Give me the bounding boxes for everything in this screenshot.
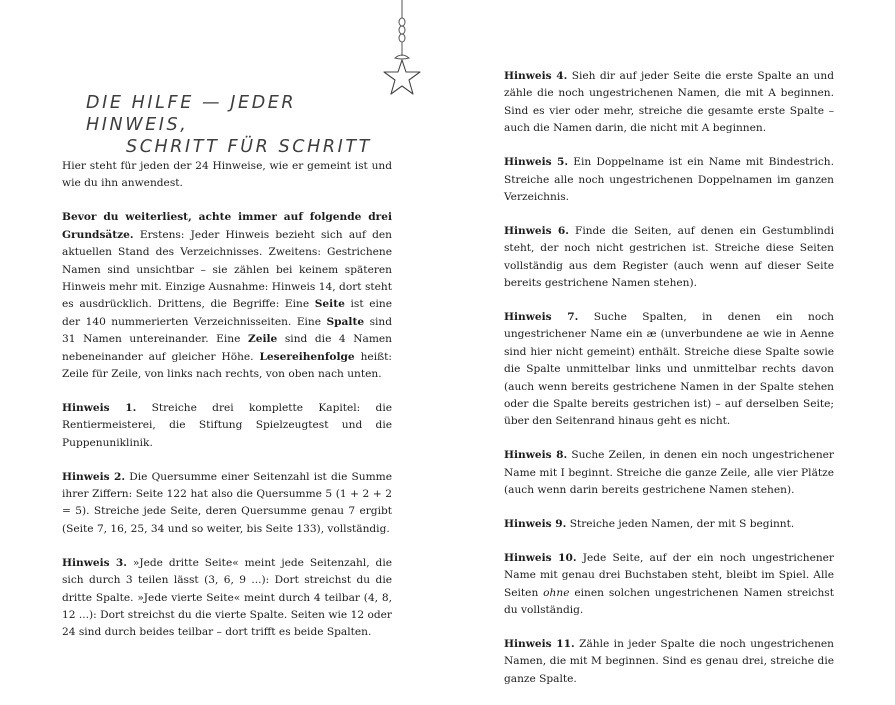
hint-5 bbox=[504, 154, 834, 206]
hint-text: Ein Doppelname ist ein Name mit Bindestrich. Streiche alle noch ungestrichenen Doppelnamen im ganzen Verzeichnis. bbox=[504, 156, 834, 203]
hint-label: Hinweis 7. bbox=[504, 310, 579, 323]
heading-line-1: DIE HILFE — JEDER HINWEIS, bbox=[86, 93, 297, 135]
hint-label: Hinweis 9. bbox=[504, 518, 567, 531]
hint-label: Hinweis 6. bbox=[504, 224, 569, 237]
rules-lead: Bevor du weiterliest, achte immer auf folgende drei Grundsätze. bbox=[62, 211, 392, 241]
hint-label: Hinweis 1. bbox=[62, 401, 137, 414]
hint-3 bbox=[62, 555, 392, 642]
hint-7 bbox=[504, 309, 834, 431]
intro-paragraph: Hier steht für jeden der 24 Hinweise, wie er gemeint ist und wie du ihn anwendest. bbox=[62, 160, 392, 190]
page-heading bbox=[86, 92, 386, 158]
rules-text: ist eine der 140 nummerierten Verzeichnisseiten. Eine bbox=[62, 298, 392, 328]
hint-text: Die Quersumme einer Seitenzahl ist die Summe ihrer Ziffern: Seite 122 hat also die Quersumme 5 (1 + 2 + 2 = 5). Streiche jede Seite, deren Quersumme genau 7 ergibt (Seite 7, 16, 25, 34 und so weiter, bis Seite 133), vollständig. bbox=[62, 470, 392, 535]
hint-label: Hinweis 3. bbox=[62, 556, 127, 569]
left-page bbox=[0, 0, 447, 648]
rules-text: sind 31 Namen untereinander. Eine bbox=[62, 315, 392, 346]
right-column bbox=[504, 68, 834, 705]
hint-label: Hinweis 11. bbox=[504, 638, 575, 651]
hint-1 bbox=[62, 400, 392, 452]
hint-label: Hinweis 10. bbox=[504, 551, 577, 564]
hint-text: Streiche drei komplette Kapitel: die Rentiermeisterei, die Stiftung Spielzeugtest und die Puppenuniklinik. bbox=[62, 401, 392, 449]
hint-label: Hinweis 4. bbox=[504, 70, 568, 82]
term-lesereihenfolge: Lesereihenfolge bbox=[259, 350, 355, 363]
hint-text: Zähle in jeder Spalte die noch ungestrichenen Namen, die mit M beginnen. Sind es genau drei, streiche die ganze Spalte. bbox=[504, 638, 834, 685]
hint-text: »Jede dritte Seite« meint jede Seitenzahl, die sich durch 3 teilen lässt (3, 6, 9 ...): Dort streichst du die dritte Spalte. »Jede vierte Seite« meint durch 4 teilbar (4, 8, 12 ...): Dort streichst du die vierte Spalte. Seiten wie 12 oder 24 sind durch beides teilbar – dort trifft es beide Spalten. bbox=[62, 556, 392, 639]
hint-label: Hinweis 8. bbox=[504, 449, 568, 462]
hint-text: Sieh dir auf jeder Seite die erste Spalte an und zähle die noch ungestrichenen Namen, die mit A beginnen. Sind es vier oder mehr, streiche die gesamte erste Spalte – auch die Namen darin, die nicht mit A beginnen. bbox=[504, 70, 834, 135]
term-zeile: Zeile bbox=[248, 333, 278, 346]
rules-text: heißt: Zeile für Zeile, von links nach rechts, von oben nach unten. bbox=[62, 350, 392, 380]
hint-10 bbox=[504, 550, 834, 620]
rules-paragraph bbox=[62, 209, 392, 383]
hint-8 bbox=[504, 447, 834, 499]
hint-9 bbox=[504, 516, 834, 533]
hint-text: Jede Seite, auf der ein noch ungestrichener Name mit genau drei Buchstaben steht, bleibt im Spiel. Alle Seiten bbox=[504, 551, 834, 599]
hint-text: Finde die Seiten, auf denen ein Gestumblindi steht, der noch nicht gestrichen ist. Streiche diese Seiten vollständig aus dem Register (auch wenn auf dieser Seite bereits gestrichene Namen stehen). bbox=[504, 224, 834, 290]
hint-6 bbox=[504, 223, 834, 293]
heading-line-2: SCHRITT FÜR SCHRITT bbox=[126, 137, 372, 157]
term-seite: Seite bbox=[314, 298, 345, 311]
hint-label: Hinweis 5. bbox=[504, 156, 569, 169]
term-spalte: Spalte bbox=[326, 315, 365, 328]
hint-text: Suche Zeilen, in denen ein noch ungestrichener Name mit I beginnt. Streiche die ganze Zeile, alle vier Plätze (auch wenn darin bereits gestrichene Namen stehen). bbox=[504, 449, 834, 497]
hint-text: Suche Spalten, in denen ein noch ungestrichener Name ein æ (unverbundene ae wie in Aenne sind hier nicht gemeint) enthält. Streiche diese Spalte sowie die Spalte unmittelbar links und unmittelbar rechts davon (auch wenn bereits gestrichene Namen in der Spalte stehen oder die Spalte bereits gestrichen ist) – auf derselben Seite; über den Seitenrand hinaus geht es nicht. bbox=[504, 310, 834, 428]
rules-text: sind die 4 Namen nebeneinander auf gleicher Höhe. bbox=[62, 333, 392, 363]
right-page bbox=[448, 0, 895, 685]
hint-4 bbox=[504, 68, 834, 138]
hint-text: einen solchen ungestrichenen Namen streichst du vollständig. bbox=[504, 586, 834, 617]
hint-2 bbox=[62, 469, 392, 539]
hint-emphasis: ohne bbox=[543, 586, 570, 599]
left-column bbox=[62, 158, 392, 658]
hint-text: Streiche jeden Namen, der mit S beginnt. bbox=[566, 518, 795, 531]
rules-text: Erstens: Jeder Hinweis bezieht sich auf den aktuellen Stand des Verzeichnisses. Zweitens: Gestrichene Namen sind unsichtbar – sie zählen bei keinem späteren Hinweis mehr mit. Einzige Ausnahme: Hinweis 14, dort steht es ausdrücklich. Drittens, die Begriffe: Eine bbox=[62, 228, 392, 311]
hint-label: Hinweis 2. bbox=[62, 470, 126, 483]
hint-11 bbox=[504, 636, 834, 688]
